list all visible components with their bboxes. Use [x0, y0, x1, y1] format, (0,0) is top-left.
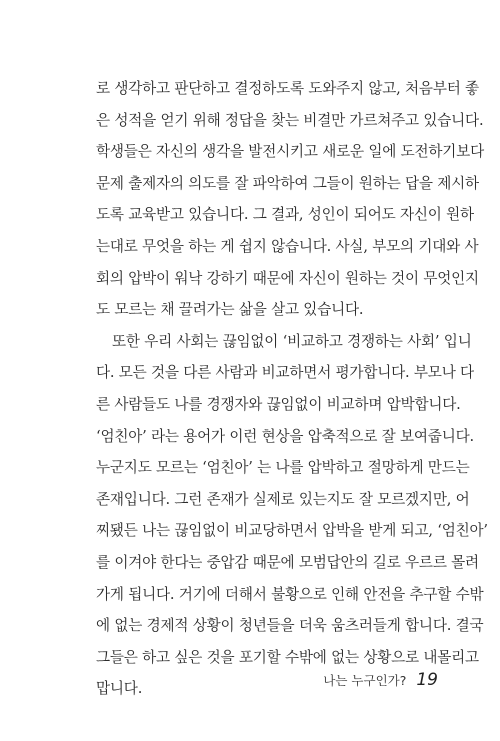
text-line: 은 성적을 얻기 위해 정답을 찾는 비결만 가르쳐주고 있습니다. [96, 111, 484, 129]
page-footer [323, 670, 438, 690]
running-title: 나는 누구인가? [323, 673, 407, 688]
text-line: 맙니다. [96, 680, 143, 698]
text-line: 그들은 하고 싶은 것을 포기할 수밖에 없는 상황으로 내몰리고 [96, 648, 479, 666]
paragraph-1 [96, 73, 484, 326]
text-line: 다. 모든 것을 다른 사람과 비교하면서 평가합니다. 부모나 다 [96, 364, 474, 382]
text-line: 또한 우리 사회는 끊임없이 ‘비교하고 경쟁하는 사회’ 입니 [112, 332, 472, 350]
text-line: 누군지도 모르는 ‘엄친아’ 는 나를 압박하고 절망하게 만드는 [96, 459, 470, 477]
text-line: 찌됐든 나는 끊임없이 비교당하면서 압박을 받게 되고, ‘엄친아’ [96, 522, 488, 540]
text-line: ‘엄친아’ 라는 용어가 이런 현상을 압축적으로 잘 보여줍니다. [96, 427, 474, 445]
body-text [96, 73, 488, 705]
text-line: 도록 교육받고 있습니다. 그 결과, 성인이 되어도 자신이 원하 [96, 206, 474, 224]
text-line: 학생들은 자신의 생각을 발전시키고 새로운 일에 도전하기보다 [96, 143, 484, 161]
text-line: 를 이겨야 한다는 중압감 때문에 모범답안의 길로 우르르 몰려 [96, 553, 479, 571]
text-line: 회의 압박이 워낙 강하기 때문에 자신이 원하는 것이 무엇인지 [96, 269, 479, 287]
text-line: 존재입니다. 그런 존재가 실제로 있는지도 잘 모르겠지만, 어 [96, 490, 470, 508]
text-line: 가게 됩니다. 거기에 더해서 불황으로 인해 안전을 추구할 수밖 [96, 585, 484, 603]
text-line: 는대로 무엇을 하는 게 쉽지 않습니다. 사실, 부모의 기대와 사 [96, 237, 479, 255]
text-line: 로 생각하고 판단하고 결정하도록 도와주지 않고, 처음부터 좋 [96, 80, 479, 97]
text-line: 른 사람들도 나를 경쟁자와 끊임없이 비교하며 압박합니다. [96, 395, 461, 413]
paragraph-2 [96, 326, 488, 705]
text-line: 문제 출제자의 의도를 잘 파악하여 그들이 원하는 답을 제시하 [96, 174, 479, 192]
text-line: 에 없는 경제적 상황이 청년들을 더욱 움츠러들게 합니다. 결국 [96, 617, 484, 635]
page-number: 19 [416, 670, 438, 690]
text-line: 도 모르는 채 끌려가는 삶을 살고 있습니다. [96, 301, 364, 319]
